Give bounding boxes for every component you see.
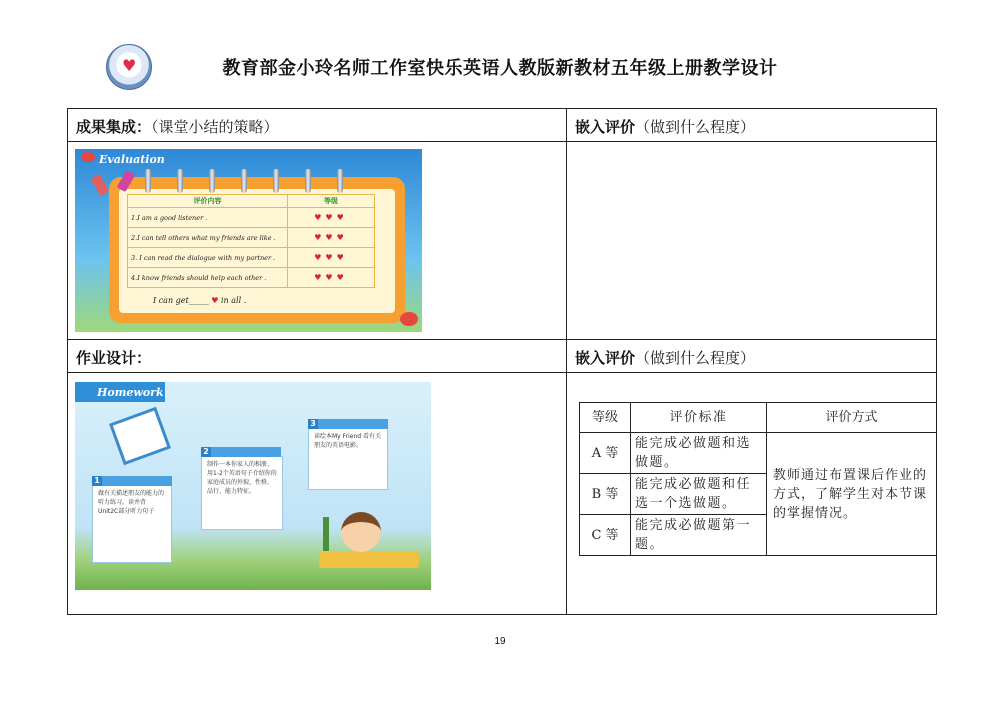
grade-header-level: 等级 — [580, 403, 631, 433]
grade-header-standard: 评价标准 — [631, 403, 767, 433]
section-summary-header — [68, 109, 567, 142]
lamp-icon — [323, 517, 329, 551]
student-illustration — [341, 512, 381, 552]
ring-icon — [209, 169, 215, 193]
desk-illustration — [319, 552, 419, 568]
page-number: 19 — [494, 636, 506, 647]
checklist-content-header: 评价内容 — [128, 195, 288, 208]
summary-note: （课堂小结的策略） — [151, 118, 279, 136]
footer-after: in all . — [220, 296, 247, 305]
grade-standard: 能完成必做题和任选一个选做题。 — [631, 474, 767, 515]
grade-standard: 能完成必做题第一题。 — [631, 515, 767, 556]
card-text: 做有关描述朋友的能力的听力练习。读并背Unit2C部分听力句子 — [98, 490, 165, 515]
card-text: 制作一本你家人的相册，用1-2个英语句子介绍你的家庭成员的外貌、性格、品行、能力特征。 — [207, 461, 277, 495]
grade-level: A 等 — [580, 433, 631, 474]
summary-label: 成果集成： — [76, 118, 152, 136]
checklist-grade-header: 等级 — [288, 195, 375, 208]
checklist-item: 2.I can tell others what my friends are like . — [128, 228, 288, 248]
ring-icon — [337, 169, 343, 193]
heart-rating-icon: ♥♥♥ — [288, 268, 375, 288]
studio-logo — [106, 44, 152, 90]
checklist-item: 1.I am a good listener . — [128, 208, 288, 228]
eval-label: 嵌入评价 — [575, 349, 636, 367]
ring-icon — [241, 169, 247, 193]
eval-label: 嵌入评价 — [575, 118, 636, 136]
card-text: 读绘本My Friend 看有关朋友的英语电影。 — [314, 433, 381, 449]
footer-before: I can get_____ — [153, 296, 209, 305]
page-title: 教育部金小玲名师工作室快乐英语人教版新教材五年级上册教学设计 — [222, 58, 778, 79]
heart-rating-icon: ♥♥♥ — [288, 228, 375, 248]
grade-method: 教师通过布置课后作业的方式，了解学生对本节课的掌握情况。 — [767, 433, 937, 556]
checklist-item: 3. I can read the dialogue with my partner . — [128, 248, 288, 268]
grade-level: B 等 — [580, 474, 631, 515]
eval-note: （做到什么程度） — [635, 349, 756, 367]
heart-rating-icon: ♥♥♥ — [288, 208, 375, 228]
checklist-footer — [153, 296, 246, 305]
homework-slide-title: Homework — [75, 382, 165, 402]
summary-eval-cell — [567, 142, 937, 340]
notebook-pen-icon — [109, 407, 171, 465]
grade-criteria-table — [579, 402, 937, 556]
grade-header-method: 评价方式 — [767, 403, 937, 433]
evaluation-checklist — [127, 194, 375, 288]
heart-icon: ♥ — [122, 56, 137, 75]
homework-card — [201, 447, 283, 530]
section-homework-header — [68, 340, 567, 373]
ring-icon — [305, 169, 311, 193]
ring-icon — [177, 169, 183, 193]
ring-icon — [273, 169, 279, 193]
ring-icon — [145, 169, 151, 193]
homework-card — [308, 419, 388, 490]
evaluation-slide — [75, 149, 422, 332]
eval-note: （做到什么程度） — [635, 118, 756, 136]
flower-icon — [400, 312, 418, 326]
checklist-item: 4.I know friends should help each other . — [128, 268, 288, 288]
card-number: 1 — [92, 476, 102, 486]
homework-slide — [75, 382, 431, 590]
heart-rating-icon: ♥♥♥ — [288, 248, 375, 268]
section-homework-eval-header — [567, 340, 937, 373]
heart-icon: ♥ — [211, 296, 219, 305]
pencil-icon — [91, 174, 110, 196]
homework-label: 作业设计： — [76, 349, 152, 367]
evaluation-slide-title: Evaluation — [99, 153, 165, 166]
flower-icon — [81, 152, 95, 162]
grade-level: C 等 — [580, 515, 631, 556]
homework-card — [92, 476, 172, 563]
card-number: 3 — [308, 419, 318, 429]
grade-standard: 能完成必做题和选做题。 — [631, 433, 767, 474]
section-summary-eval-header — [567, 109, 937, 142]
card-number: 2 — [201, 447, 211, 457]
